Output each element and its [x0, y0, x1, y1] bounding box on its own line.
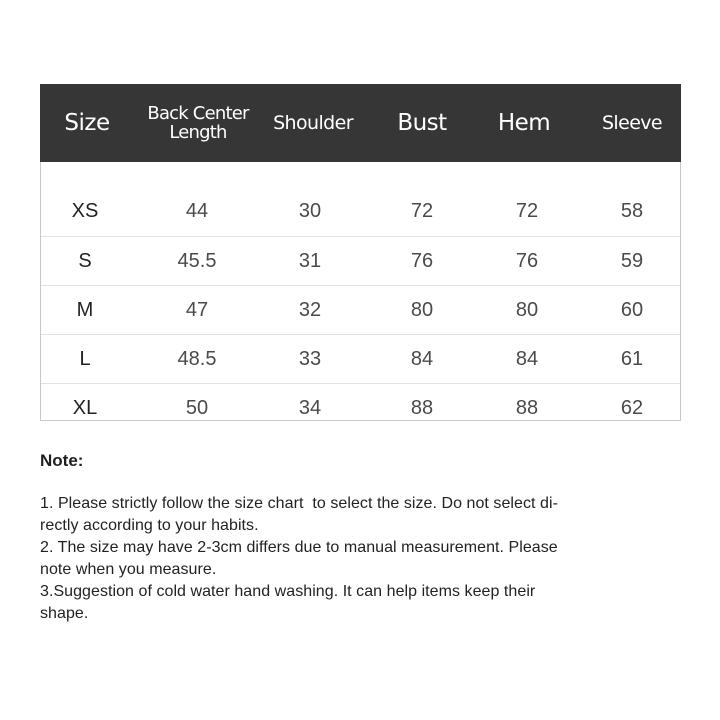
table-row [41, 187, 680, 236]
header-bust-label: Bust [397, 110, 447, 136]
header-size-label: Size [64, 110, 110, 136]
note-line: 3.Suggestion of cold water hand washing. It can help items keep their [40, 583, 536, 600]
measurement-cell: 32 [298, 299, 322, 321]
measurement-cell: 84 [410, 348, 434, 370]
size-cell: XL [72, 397, 98, 419]
header-bust [370, 84, 474, 162]
measurement-cell: 76 [410, 250, 434, 272]
measurement-cell: 61 [620, 348, 644, 370]
measurement-cell: 60 [620, 299, 644, 321]
measurement-cell: 80 [515, 299, 539, 321]
header-back-center-length [136, 84, 260, 162]
measurement-cell: 84 [515, 348, 539, 370]
measurement-cell: 47 [185, 299, 209, 321]
header-shoulder-label: Shoulder [273, 112, 353, 134]
table-row [41, 285, 680, 334]
table-header [40, 84, 681, 162]
measurement-cell: 80 [410, 299, 434, 321]
measurement-cell: 30 [298, 200, 322, 222]
measurement-cell: 72 [515, 200, 539, 222]
table-row [41, 236, 680, 285]
header-hem [474, 84, 574, 162]
header-sleeve [580, 84, 684, 162]
measurement-cell: 48.5 [177, 348, 217, 370]
measurement-cell: 50 [185, 397, 209, 419]
note-line: rectly according to your habits. [40, 517, 259, 534]
table-row [41, 383, 680, 432]
measurement-cell: 33 [298, 348, 322, 370]
note-line: 1. Please strictly follow the size chart to select the size. Do not select di- [40, 495, 558, 512]
size-chart-table [40, 84, 681, 421]
measurement-cell: 34 [298, 397, 322, 419]
header-back-center-line2: Length [169, 122, 227, 143]
header-back-center-line1: Back Center [147, 103, 249, 124]
note-title: Note: [40, 451, 84, 470]
measurement-cell: 31 [298, 250, 322, 272]
note-line: shape. [40, 605, 89, 622]
table-row [41, 334, 680, 383]
header-shoulder [262, 84, 364, 162]
note-list [40, 493, 670, 625]
measurement-cell: 58 [620, 200, 644, 222]
measurement-cell: 44 [185, 200, 209, 222]
header-sleeve-label: Sleeve [601, 112, 663, 134]
measurement-cell: 59 [620, 250, 644, 272]
header-size [40, 84, 134, 162]
measurement-cell: 45.5 [177, 250, 217, 272]
size-cell: L [79, 348, 91, 370]
header-hem-label: Hem [497, 110, 551, 136]
note-line: note when you measure. [40, 561, 217, 578]
measurement-cell: 72 [410, 200, 434, 222]
table-body [41, 187, 680, 432]
size-cell: XS [71, 200, 99, 222]
size-cell: S [78, 250, 92, 272]
measurement-cell: 88 [515, 397, 539, 419]
note-line: 2. The size may have 2-3cm differs due to manual measurement. Please [40, 539, 558, 556]
measurement-cell: 88 [410, 397, 434, 419]
measurement-cell: 62 [620, 397, 644, 419]
size-cell: M [76, 299, 94, 321]
measurement-cell: 76 [515, 250, 539, 272]
